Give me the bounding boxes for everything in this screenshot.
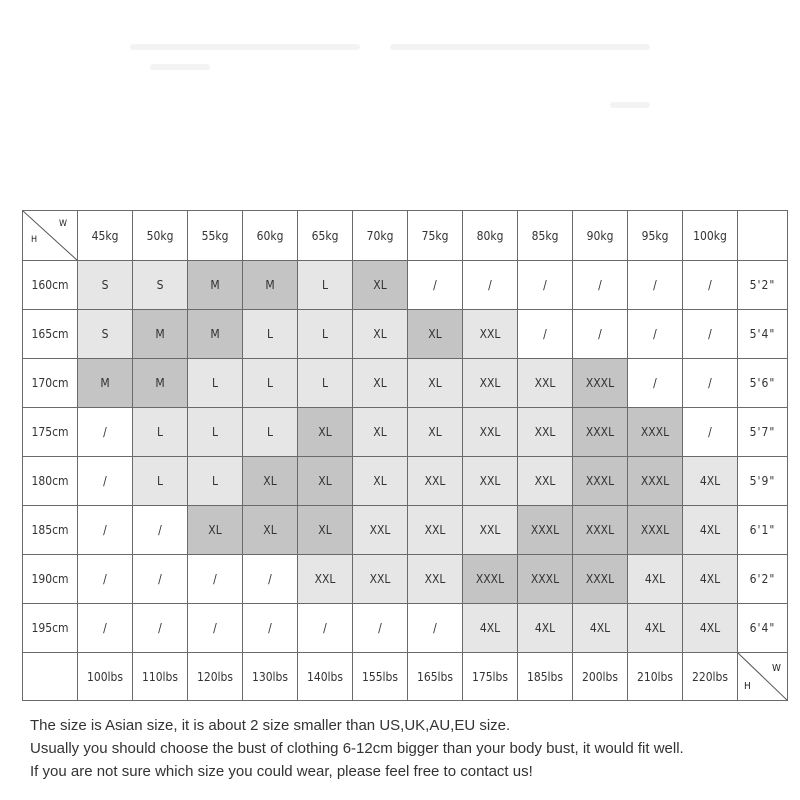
size-cell: XL: [353, 359, 408, 408]
size-cell: XL: [353, 310, 408, 359]
size-cell: 4XL: [683, 555, 738, 604]
size-cell: XXL: [408, 506, 463, 555]
size-cell: XL: [408, 310, 463, 359]
height-feet-label: 6'2": [738, 555, 788, 604]
size-cell: /: [78, 604, 133, 653]
height-feet-label: 5'6": [738, 359, 788, 408]
weight-kg-header: 80kg: [463, 211, 518, 261]
size-notes: [30, 714, 790, 783]
size-cell: XL: [353, 408, 408, 457]
size-cell: XXXL: [518, 555, 573, 604]
size-cell: M: [78, 359, 133, 408]
size-cell: /: [628, 261, 683, 310]
size-cell: L: [298, 310, 353, 359]
size-cell: L: [243, 310, 298, 359]
weight-lbs-footer: 120lbs: [188, 653, 243, 701]
size-cell: /: [408, 261, 463, 310]
table-row: [23, 359, 788, 408]
height-cm-label: 170cm: [23, 359, 78, 408]
size-cell: XXL: [463, 506, 518, 555]
table-row: [23, 604, 788, 653]
weight-kg-header: 60kg: [243, 211, 298, 261]
size-cell: XXL: [518, 359, 573, 408]
size-cell: 4XL: [573, 604, 628, 653]
size-cell: /: [573, 310, 628, 359]
height-cm-label: 160cm: [23, 261, 78, 310]
size-cell: 4XL: [683, 604, 738, 653]
size-cell: L: [243, 359, 298, 408]
size-cell: XXL: [353, 506, 408, 555]
size-cell: M: [243, 261, 298, 310]
size-cell: XXL: [463, 359, 518, 408]
size-cell: /: [78, 457, 133, 506]
corner-height-weight-bottom: [738, 653, 788, 701]
size-cell: L: [133, 408, 188, 457]
size-cell: L: [188, 457, 243, 506]
weight-axis-letter: W: [59, 219, 68, 229]
size-cell: /: [133, 604, 188, 653]
height-feet-label: 5'2": [738, 261, 788, 310]
corner-height-weight: [23, 211, 78, 261]
weight-lbs-footer: 165lbs: [408, 653, 463, 701]
height-cm-label: 190cm: [23, 555, 78, 604]
weight-lbs-footer: 140lbs: [298, 653, 353, 701]
weight-kg-header: 50kg: [133, 211, 188, 261]
size-cell: /: [78, 408, 133, 457]
weight-kg-header: 100kg: [683, 211, 738, 261]
size-cell: XL: [408, 359, 463, 408]
size-cell: XL: [243, 457, 298, 506]
size-cell: /: [78, 555, 133, 604]
weight-lbs-footer: 220lbs: [683, 653, 738, 701]
size-cell: /: [243, 604, 298, 653]
height-feet-label: 6'1": [738, 506, 788, 555]
weight-lbs-footer: 175lbs: [463, 653, 518, 701]
height-feet-label: 5'9": [738, 457, 788, 506]
note-asian-size: The size is Asian size, it is about 2 size smaller than US,UK,AU,EU size.: [30, 717, 511, 734]
size-cell: /: [683, 261, 738, 310]
size-cell: 4XL: [683, 457, 738, 506]
height-feet-label: 5'4": [738, 310, 788, 359]
weight-kg-header: 90kg: [573, 211, 628, 261]
weight-lbs-footer: 130lbs: [243, 653, 298, 701]
size-cell: /: [188, 604, 243, 653]
table-row: [23, 506, 788, 555]
diagonal-divider: [738, 653, 788, 701]
table-row: [23, 457, 788, 506]
size-cell: L: [188, 359, 243, 408]
height-axis-letter: H: [31, 235, 38, 245]
table-row: [23, 555, 788, 604]
size-cell: /: [133, 506, 188, 555]
size-cell: /: [628, 310, 683, 359]
weight-lbs-footer: 210lbs: [628, 653, 683, 701]
size-cell: XXXL: [573, 457, 628, 506]
size-cell: XXXL: [573, 408, 628, 457]
size-cell: XL: [353, 261, 408, 310]
height-cm-label: 185cm: [23, 506, 78, 555]
size-cell: XXXL: [628, 457, 683, 506]
size-cell: XXXL: [573, 506, 628, 555]
height-feet-label: 5'7": [738, 408, 788, 457]
weight-kg-header: 70kg: [353, 211, 408, 261]
size-cell: /: [683, 310, 738, 359]
size-cell: S: [133, 261, 188, 310]
weight-lbs-footer: 100lbs: [78, 653, 133, 701]
size-cell: M: [133, 310, 188, 359]
size-cell: /: [78, 506, 133, 555]
size-cell: 4XL: [628, 555, 683, 604]
size-cell: /: [518, 261, 573, 310]
size-cell: XXXL: [518, 506, 573, 555]
size-cell: XL: [408, 408, 463, 457]
table-row: [23, 261, 788, 310]
size-cell: XL: [298, 506, 353, 555]
size-cell: M: [133, 359, 188, 408]
note-bust-advice: Usually you should choose the bust of clothing 6-12cm bigger than your body bust, it would fit well.: [30, 740, 684, 757]
size-cell: /: [298, 604, 353, 653]
size-cell: /: [353, 604, 408, 653]
faded-header-text: [130, 40, 690, 110]
height-axis-letter: H: [744, 681, 751, 692]
size-cell: XL: [188, 506, 243, 555]
weight-kg-header: 95kg: [628, 211, 683, 261]
size-cell: /: [683, 408, 738, 457]
size-cell: /: [628, 359, 683, 408]
size-cell: XXL: [518, 408, 573, 457]
weight-lbs-footer: 185lbs: [518, 653, 573, 701]
size-cell: L: [298, 261, 353, 310]
weight-axis-letter: W: [772, 663, 781, 674]
height-cm-label: 195cm: [23, 604, 78, 653]
size-cell: XXXL: [628, 408, 683, 457]
height-cm-label: 180cm: [23, 457, 78, 506]
size-cell: XL: [298, 408, 353, 457]
table-row: [23, 310, 788, 359]
size-cell: /: [573, 261, 628, 310]
size-cell: 4XL: [628, 604, 683, 653]
size-cell: /: [188, 555, 243, 604]
empty-footer-cell: [23, 653, 78, 701]
size-cell: XXL: [408, 555, 463, 604]
size-cell: XXL: [463, 408, 518, 457]
height-feet-label: 6'4": [738, 604, 788, 653]
size-chart-table: [22, 210, 788, 701]
weight-kg-header: 85kg: [518, 211, 573, 261]
size-cell: XL: [353, 457, 408, 506]
weight-lbs-footer: 110lbs: [133, 653, 188, 701]
size-cell: /: [133, 555, 188, 604]
size-cell: /: [683, 359, 738, 408]
table-row: [23, 408, 788, 457]
size-cell: XXL: [463, 310, 518, 359]
size-cell: M: [188, 310, 243, 359]
weight-kg-header-row: [23, 211, 788, 261]
size-cell: L: [298, 359, 353, 408]
weight-lbs-footer: 200lbs: [573, 653, 628, 701]
size-cell: XXXL: [628, 506, 683, 555]
size-cell: L: [133, 457, 188, 506]
size-cell: S: [78, 261, 133, 310]
size-cell: L: [188, 408, 243, 457]
note-contact-us: If you are not sure which size you could wear, please feel free to contact us!: [30, 763, 533, 780]
size-cell: XL: [298, 457, 353, 506]
size-cell: XXL: [298, 555, 353, 604]
size-cell: XL: [243, 506, 298, 555]
size-cell: XXXL: [573, 359, 628, 408]
empty-header-cell: [738, 211, 788, 261]
size-cell: S: [78, 310, 133, 359]
size-cell: XXXL: [463, 555, 518, 604]
size-cell: /: [518, 310, 573, 359]
weight-lbs-footer-row: [23, 653, 788, 701]
size-cell: 4XL: [683, 506, 738, 555]
size-cell: M: [188, 261, 243, 310]
size-cell: /: [463, 261, 518, 310]
size-cell: /: [408, 604, 463, 653]
size-cell: L: [243, 408, 298, 457]
size-cell: XXL: [463, 457, 518, 506]
weight-kg-header: 65kg: [298, 211, 353, 261]
size-cell: 4XL: [518, 604, 573, 653]
weight-kg-header: 55kg: [188, 211, 243, 261]
weight-kg-header: 75kg: [408, 211, 463, 261]
size-cell: 4XL: [463, 604, 518, 653]
size-cell: XXXL: [573, 555, 628, 604]
height-cm-label: 175cm: [23, 408, 78, 457]
size-cell: /: [243, 555, 298, 604]
weight-kg-header: 45kg: [78, 211, 133, 261]
size-cell: XXL: [353, 555, 408, 604]
height-cm-label: 165cm: [23, 310, 78, 359]
size-cell: XXL: [518, 457, 573, 506]
size-cell: XXL: [408, 457, 463, 506]
weight-lbs-footer: 155lbs: [353, 653, 408, 701]
